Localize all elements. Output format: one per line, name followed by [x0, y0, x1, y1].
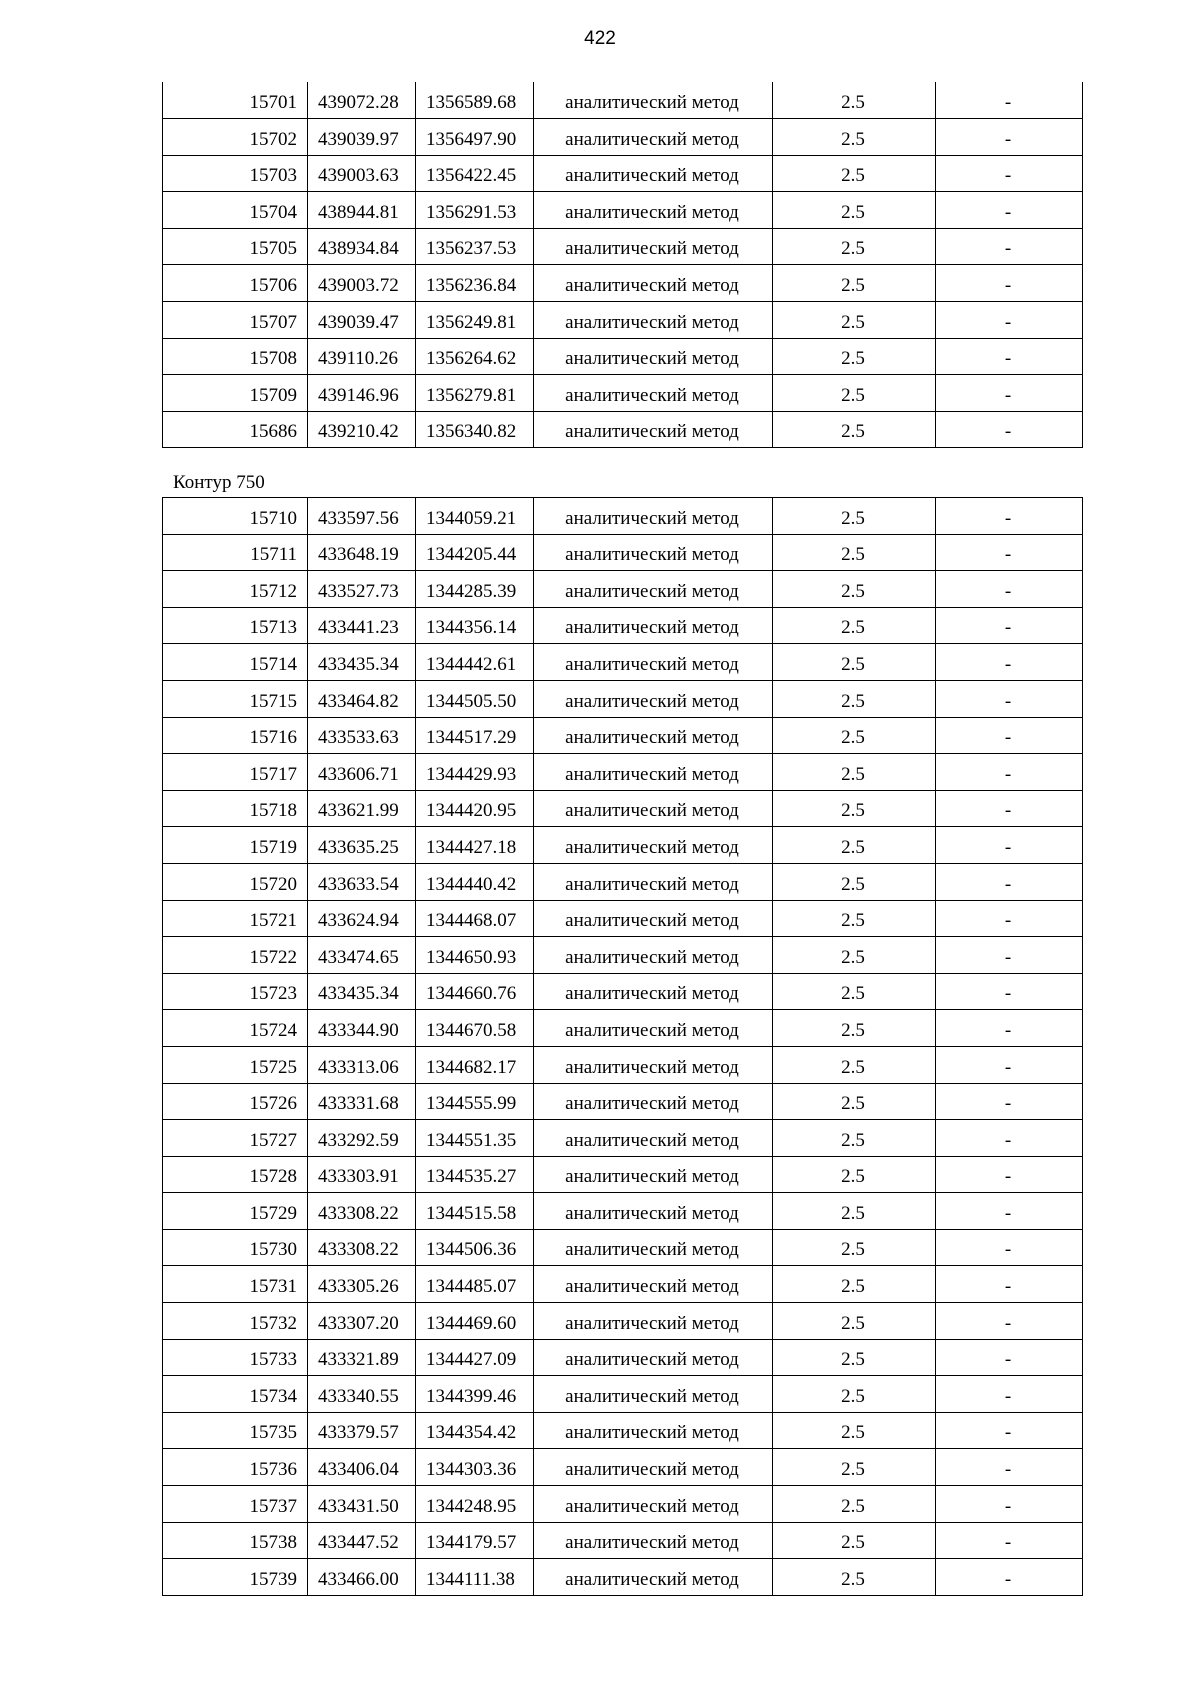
point-number-cell: 15734 — [163, 1376, 308, 1413]
x-coordinate-cell: 433340.55 — [308, 1376, 416, 1413]
method-cell: аналитический метод — [534, 1339, 773, 1376]
x-coordinate-cell: 438944.81 — [308, 192, 416, 229]
method-cell: аналитический метод — [534, 571, 773, 608]
accuracy-cell: 2.5 — [773, 302, 936, 339]
note-cell: - — [936, 411, 1083, 448]
point-number-cell: 15735 — [163, 1412, 308, 1449]
point-number-cell: 15739 — [163, 1559, 308, 1596]
note-cell: - — [936, 900, 1083, 937]
accuracy-cell: 2.5 — [773, 82, 936, 119]
point-number-cell: 15738 — [163, 1522, 308, 1559]
note-cell: - — [936, 1046, 1083, 1083]
method-cell: аналитический метод — [534, 754, 773, 791]
x-coordinate-cell: 433533.63 — [308, 717, 416, 754]
point-number-cell: 15731 — [163, 1266, 308, 1303]
point-number-cell: 15709 — [163, 375, 308, 412]
method-cell: аналитический метод — [534, 1156, 773, 1193]
y-coordinate-cell: 1344248.95 — [416, 1486, 534, 1523]
point-number-cell: 15725 — [163, 1046, 308, 1083]
point-number-cell: 15704 — [163, 192, 308, 229]
method-cell: аналитический метод — [534, 411, 773, 448]
y-coordinate-cell: 1344427.18 — [416, 827, 534, 864]
note-cell: - — [936, 1083, 1083, 1120]
point-number-cell: 15716 — [163, 717, 308, 754]
accuracy-cell: 2.5 — [773, 1412, 936, 1449]
y-coordinate-cell: 1356291.53 — [416, 192, 534, 229]
accuracy-cell: 2.5 — [773, 1266, 936, 1303]
x-coordinate-cell: 433308.22 — [308, 1193, 416, 1230]
y-coordinate-cell: 1344442.61 — [416, 644, 534, 681]
x-coordinate-cell: 433624.94 — [308, 900, 416, 937]
y-coordinate-cell: 1344535.27 — [416, 1156, 534, 1193]
y-coordinate-cell: 1344682.17 — [416, 1046, 534, 1083]
point-number-cell: 15703 — [163, 155, 308, 192]
table-row — [163, 338, 1083, 375]
point-number-cell: 15721 — [163, 900, 308, 937]
accuracy-cell: 2.5 — [773, 1522, 936, 1559]
point-number-cell: 15722 — [163, 937, 308, 974]
table-row — [163, 228, 1083, 265]
point-number-cell: 15713 — [163, 607, 308, 644]
y-coordinate-cell: 1356237.53 — [416, 228, 534, 265]
x-coordinate-cell: 433379.57 — [308, 1412, 416, 1449]
note-cell: - — [936, 375, 1083, 412]
accuracy-cell: 2.5 — [773, 1046, 936, 1083]
x-coordinate-cell: 433406.04 — [308, 1449, 416, 1486]
table-row — [163, 1193, 1083, 1230]
table-row — [163, 1266, 1083, 1303]
method-cell: аналитический метод — [534, 1046, 773, 1083]
note-cell: - — [936, 155, 1083, 192]
accuracy-cell: 2.5 — [773, 973, 936, 1010]
method-cell: аналитический метод — [534, 375, 773, 412]
y-coordinate-cell: 1344354.42 — [416, 1412, 534, 1449]
coordinates-table-continued — [162, 82, 1083, 448]
x-coordinate-cell: 433441.23 — [308, 607, 416, 644]
point-number-cell: 15711 — [163, 534, 308, 571]
point-number-cell: 15718 — [163, 790, 308, 827]
method-cell: аналитический метод — [534, 900, 773, 937]
x-coordinate-cell: 439072.28 — [308, 82, 416, 119]
table-row — [163, 375, 1083, 412]
x-coordinate-cell: 433307.20 — [308, 1303, 416, 1340]
table-row — [163, 1083, 1083, 1120]
accuracy-cell: 2.5 — [773, 1193, 936, 1230]
table-row — [163, 411, 1083, 448]
table-row — [163, 302, 1083, 339]
y-coordinate-cell: 1356236.84 — [416, 265, 534, 302]
accuracy-cell: 2.5 — [773, 1083, 936, 1120]
table-row — [163, 900, 1083, 937]
table-row — [163, 1120, 1083, 1157]
y-coordinate-cell: 1344420.95 — [416, 790, 534, 827]
x-coordinate-cell: 438934.84 — [308, 228, 416, 265]
accuracy-cell: 2.5 — [773, 375, 936, 412]
table-row — [163, 534, 1083, 571]
accuracy-cell: 2.5 — [773, 717, 936, 754]
note-cell: - — [936, 534, 1083, 571]
x-coordinate-cell: 433331.68 — [308, 1083, 416, 1120]
method-cell: аналитический метод — [534, 1449, 773, 1486]
note-cell: - — [936, 644, 1083, 681]
accuracy-cell: 2.5 — [773, 1156, 936, 1193]
point-number-cell: 15726 — [163, 1083, 308, 1120]
accuracy-cell: 2.5 — [773, 1339, 936, 1376]
method-cell: аналитический метод — [534, 498, 773, 535]
y-coordinate-cell: 1344517.29 — [416, 717, 534, 754]
note-cell: - — [936, 498, 1083, 535]
page-number: 422 — [584, 28, 616, 49]
accuracy-cell: 2.5 — [773, 1010, 936, 1047]
point-number-cell: 15729 — [163, 1193, 308, 1230]
method-cell: аналитический метод — [534, 1229, 773, 1266]
y-coordinate-cell: 1356589.68 — [416, 82, 534, 119]
method-cell: аналитический метод — [534, 937, 773, 974]
note-cell: - — [936, 1229, 1083, 1266]
x-coordinate-cell: 433292.59 — [308, 1120, 416, 1157]
contour-label: Контур 750 — [173, 472, 265, 493]
accuracy-cell: 2.5 — [773, 754, 936, 791]
table-row — [163, 1486, 1083, 1523]
method-cell: аналитический метод — [534, 265, 773, 302]
note-cell: - — [936, 680, 1083, 717]
y-coordinate-cell: 1344551.35 — [416, 1120, 534, 1157]
note-cell: - — [936, 1522, 1083, 1559]
y-coordinate-cell: 1344505.50 — [416, 680, 534, 717]
note-cell: - — [936, 790, 1083, 827]
method-cell: аналитический метод — [534, 973, 773, 1010]
table-row — [163, 1376, 1083, 1413]
y-coordinate-cell: 1344179.57 — [416, 1522, 534, 1559]
point-number-cell: 15705 — [163, 228, 308, 265]
accuracy-cell: 2.5 — [773, 119, 936, 156]
point-number-cell: 15712 — [163, 571, 308, 608]
method-cell: аналитический метод — [534, 790, 773, 827]
y-coordinate-cell: 1344555.99 — [416, 1083, 534, 1120]
method-cell: аналитический метод — [534, 1266, 773, 1303]
table-row — [163, 265, 1083, 302]
y-coordinate-cell: 1344303.36 — [416, 1449, 534, 1486]
table-row — [163, 1412, 1083, 1449]
coordinates-table-contour-750 — [162, 497, 1083, 1596]
method-cell: аналитический метод — [534, 338, 773, 375]
y-coordinate-cell: 1344469.60 — [416, 1303, 534, 1340]
x-coordinate-cell: 439039.97 — [308, 119, 416, 156]
note-cell: - — [936, 571, 1083, 608]
accuracy-cell: 2.5 — [773, 607, 936, 644]
note-cell: - — [936, 863, 1083, 900]
note-cell: - — [936, 937, 1083, 974]
x-coordinate-cell: 439039.47 — [308, 302, 416, 339]
accuracy-cell: 2.5 — [773, 534, 936, 571]
x-coordinate-cell: 433435.34 — [308, 644, 416, 681]
x-coordinate-cell: 433321.89 — [308, 1339, 416, 1376]
note-cell: - — [936, 192, 1083, 229]
y-coordinate-cell: 1344440.42 — [416, 863, 534, 900]
method-cell: аналитический метод — [534, 1376, 773, 1413]
note-cell: - — [936, 717, 1083, 754]
note-cell: - — [936, 1156, 1083, 1193]
method-cell: аналитический метод — [534, 1083, 773, 1120]
x-coordinate-cell: 433303.91 — [308, 1156, 416, 1193]
table-row — [163, 155, 1083, 192]
note-cell: - — [936, 827, 1083, 864]
method-cell: аналитический метод — [534, 1559, 773, 1596]
y-coordinate-cell: 1344111.38 — [416, 1559, 534, 1596]
method-cell: аналитический метод — [534, 534, 773, 571]
note-cell: - — [936, 1120, 1083, 1157]
accuracy-cell: 2.5 — [773, 680, 936, 717]
point-number-cell: 15723 — [163, 973, 308, 1010]
table-row — [163, 119, 1083, 156]
note-cell: - — [936, 973, 1083, 1010]
method-cell: аналитический метод — [534, 302, 773, 339]
point-number-cell: 15701 — [163, 82, 308, 119]
x-coordinate-cell: 433344.90 — [308, 1010, 416, 1047]
point-number-cell: 15724 — [163, 1010, 308, 1047]
table-row — [163, 192, 1083, 229]
method-cell: аналитический метод — [534, 155, 773, 192]
method-cell: аналитический метод — [534, 1522, 773, 1559]
note-cell: - — [936, 1449, 1083, 1486]
method-cell: аналитический метод — [534, 827, 773, 864]
note-cell: - — [936, 1193, 1083, 1230]
y-coordinate-cell: 1344356.14 — [416, 607, 534, 644]
note-cell: - — [936, 1339, 1083, 1376]
method-cell: аналитический метод — [534, 1486, 773, 1523]
accuracy-cell: 2.5 — [773, 571, 936, 608]
point-number-cell: 15702 — [163, 119, 308, 156]
y-coordinate-cell: 1344205.44 — [416, 534, 534, 571]
table-row — [163, 717, 1083, 754]
x-coordinate-cell: 439003.72 — [308, 265, 416, 302]
table-row — [163, 790, 1083, 827]
method-cell: аналитический метод — [534, 863, 773, 900]
x-coordinate-cell: 433635.25 — [308, 827, 416, 864]
method-cell: аналитический метод — [534, 1010, 773, 1047]
table-row — [163, 1559, 1083, 1596]
table-row — [163, 937, 1083, 974]
method-cell: аналитический метод — [534, 1120, 773, 1157]
table-row — [163, 1010, 1083, 1047]
note-cell: - — [936, 302, 1083, 339]
method-cell: аналитический метод — [534, 644, 773, 681]
table-row — [163, 863, 1083, 900]
y-coordinate-cell: 1344285.39 — [416, 571, 534, 608]
y-coordinate-cell: 1344660.76 — [416, 973, 534, 1010]
table-row — [163, 1229, 1083, 1266]
method-cell: аналитический метод — [534, 119, 773, 156]
note-cell: - — [936, 1486, 1083, 1523]
accuracy-cell: 2.5 — [773, 192, 936, 229]
accuracy-cell: 2.5 — [773, 338, 936, 375]
table-row — [163, 1522, 1083, 1559]
y-coordinate-cell: 1356249.81 — [416, 302, 534, 339]
accuracy-cell: 2.5 — [773, 937, 936, 974]
point-number-cell: 15708 — [163, 338, 308, 375]
accuracy-cell: 2.5 — [773, 411, 936, 448]
y-coordinate-cell: 1344427.09 — [416, 1339, 534, 1376]
table-row — [163, 1046, 1083, 1083]
point-number-cell: 15730 — [163, 1229, 308, 1266]
x-coordinate-cell: 433308.22 — [308, 1229, 416, 1266]
note-cell: - — [936, 1010, 1083, 1047]
point-number-cell: 15719 — [163, 827, 308, 864]
method-cell: аналитический метод — [534, 1412, 773, 1449]
method-cell: аналитический метод — [534, 1193, 773, 1230]
method-cell: аналитический метод — [534, 680, 773, 717]
table-row — [163, 1156, 1083, 1193]
y-coordinate-cell: 1344506.36 — [416, 1229, 534, 1266]
y-coordinate-cell: 1344650.93 — [416, 937, 534, 974]
accuracy-cell: 2.5 — [773, 1449, 936, 1486]
note-cell: - — [936, 1559, 1083, 1596]
accuracy-cell: 2.5 — [773, 1559, 936, 1596]
point-number-cell: 15737 — [163, 1486, 308, 1523]
table-row — [163, 827, 1083, 864]
method-cell: аналитический метод — [534, 1303, 773, 1340]
accuracy-cell: 2.5 — [773, 1486, 936, 1523]
y-coordinate-cell: 1344468.07 — [416, 900, 534, 937]
x-coordinate-cell: 433621.99 — [308, 790, 416, 827]
point-number-cell: 15733 — [163, 1339, 308, 1376]
point-number-cell: 15707 — [163, 302, 308, 339]
y-coordinate-cell: 1344515.58 — [416, 1193, 534, 1230]
accuracy-cell: 2.5 — [773, 1376, 936, 1413]
accuracy-cell: 2.5 — [773, 1303, 936, 1340]
table-row — [163, 973, 1083, 1010]
x-coordinate-cell: 433305.26 — [308, 1266, 416, 1303]
accuracy-cell: 2.5 — [773, 1229, 936, 1266]
point-number-cell: 15715 — [163, 680, 308, 717]
point-number-cell: 15736 — [163, 1449, 308, 1486]
point-number-cell: 15727 — [163, 1120, 308, 1157]
table-row — [163, 82, 1083, 119]
point-number-cell: 15686 — [163, 411, 308, 448]
table-row — [163, 1339, 1083, 1376]
method-cell: аналитический метод — [534, 82, 773, 119]
point-number-cell: 15728 — [163, 1156, 308, 1193]
x-coordinate-cell: 433606.71 — [308, 754, 416, 791]
point-number-cell: 15710 — [163, 498, 308, 535]
note-cell: - — [936, 1303, 1083, 1340]
note-cell: - — [936, 754, 1083, 791]
table-row — [163, 754, 1083, 791]
x-coordinate-cell: 439146.96 — [308, 375, 416, 412]
x-coordinate-cell: 433435.34 — [308, 973, 416, 1010]
accuracy-cell: 2.5 — [773, 1120, 936, 1157]
note-cell: - — [936, 1376, 1083, 1413]
y-coordinate-cell: 1356422.45 — [416, 155, 534, 192]
table-row — [163, 498, 1083, 535]
note-cell: - — [936, 82, 1083, 119]
point-number-cell: 15720 — [163, 863, 308, 900]
accuracy-cell: 2.5 — [773, 644, 936, 681]
x-coordinate-cell: 439003.63 — [308, 155, 416, 192]
y-coordinate-cell: 1356279.81 — [416, 375, 534, 412]
x-coordinate-cell: 433464.82 — [308, 680, 416, 717]
note-cell: - — [936, 228, 1083, 265]
table-row — [163, 1449, 1083, 1486]
y-coordinate-cell: 1344429.93 — [416, 754, 534, 791]
x-coordinate-cell: 433466.00 — [308, 1559, 416, 1596]
point-number-cell: 15714 — [163, 644, 308, 681]
point-number-cell: 15706 — [163, 265, 308, 302]
note-cell: - — [936, 265, 1083, 302]
x-coordinate-cell: 433313.06 — [308, 1046, 416, 1083]
x-coordinate-cell: 439210.42 — [308, 411, 416, 448]
method-cell: аналитический метод — [534, 717, 773, 754]
accuracy-cell: 2.5 — [773, 790, 936, 827]
x-coordinate-cell: 433597.56 — [308, 498, 416, 535]
table-row — [163, 571, 1083, 608]
y-coordinate-cell: 1344059.21 — [416, 498, 534, 535]
y-coordinate-cell: 1344670.58 — [416, 1010, 534, 1047]
method-cell: аналитический метод — [534, 192, 773, 229]
table-row — [163, 680, 1083, 717]
note-cell: - — [936, 338, 1083, 375]
y-coordinate-cell: 1344399.46 — [416, 1376, 534, 1413]
accuracy-cell: 2.5 — [773, 498, 936, 535]
note-cell: - — [936, 607, 1083, 644]
accuracy-cell: 2.5 — [773, 228, 936, 265]
x-coordinate-cell: 439110.26 — [308, 338, 416, 375]
y-coordinate-cell: 1356340.82 — [416, 411, 534, 448]
y-coordinate-cell: 1344485.07 — [416, 1266, 534, 1303]
method-cell: аналитический метод — [534, 228, 773, 265]
x-coordinate-cell: 433633.54 — [308, 863, 416, 900]
note-cell: - — [936, 1266, 1083, 1303]
point-number-cell: 15732 — [163, 1303, 308, 1340]
table-row — [163, 607, 1083, 644]
method-cell: аналитический метод — [534, 607, 773, 644]
table-row — [163, 644, 1083, 681]
accuracy-cell: 2.5 — [773, 863, 936, 900]
point-number-cell: 15717 — [163, 754, 308, 791]
x-coordinate-cell: 433447.52 — [308, 1522, 416, 1559]
y-coordinate-cell: 1356497.90 — [416, 119, 534, 156]
accuracy-cell: 2.5 — [773, 155, 936, 192]
x-coordinate-cell: 433431.50 — [308, 1486, 416, 1523]
x-coordinate-cell: 433474.65 — [308, 937, 416, 974]
x-coordinate-cell: 433527.73 — [308, 571, 416, 608]
x-coordinate-cell: 433648.19 — [308, 534, 416, 571]
note-cell: - — [936, 119, 1083, 156]
y-coordinate-cell: 1356264.62 — [416, 338, 534, 375]
note-cell: - — [936, 1412, 1083, 1449]
accuracy-cell: 2.5 — [773, 265, 936, 302]
accuracy-cell: 2.5 — [773, 900, 936, 937]
accuracy-cell: 2.5 — [773, 827, 936, 864]
table-row — [163, 1303, 1083, 1340]
